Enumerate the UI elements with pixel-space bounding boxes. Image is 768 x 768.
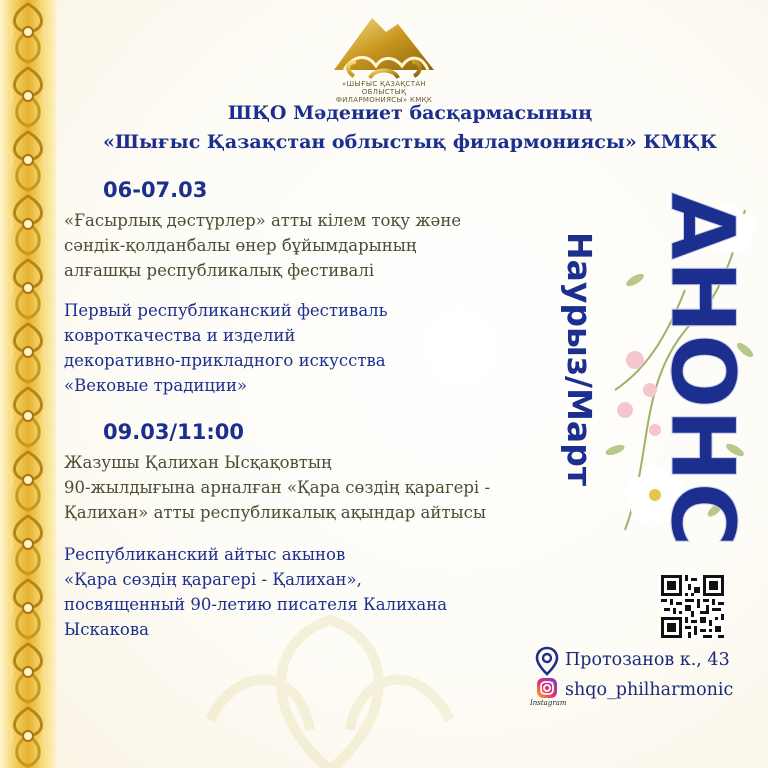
address-text: Протозанов к., 43 — [565, 650, 730, 670]
instagram-handle[interactable]: shqo_philharmonic — [565, 680, 734, 700]
logo-caption — [320, 80, 448, 104]
event-date: 06-07.03 — [103, 178, 208, 202]
text-line: Жазушы Қалихан Ысқақовтың — [64, 453, 332, 472]
text-line: Республиканский айтыс акынов — [64, 545, 346, 564]
month-title — [548, 230, 618, 570]
event-description-kaz — [64, 450, 490, 525]
text-line: «Қара сөздің қарагері - Қалихан», — [64, 570, 362, 589]
location-pin-icon — [535, 646, 559, 676]
instagram-icon[interactable] — [536, 677, 558, 699]
event-description-rus — [64, 542, 447, 642]
anons-text: АНОНС — [651, 192, 754, 547]
event-date: 09.03/11:00 — [103, 420, 244, 444]
text-line: сәндік-қолданбалы өнер бұйымдарының — [64, 236, 417, 255]
month-text: Наурыз/Март — [560, 232, 599, 486]
logo-caption-line: «ШЫҒЫС ҚАЗАҚСТАН ОБЛЫСТЫҚ — [342, 80, 426, 96]
text-line: Ыскакова — [64, 620, 149, 639]
text-line: ковроткачества и изделий — [64, 326, 296, 345]
text-line: декоративно-прикладного искусства — [64, 351, 386, 370]
text-line: алғашқы республикалық фестивалі — [64, 261, 375, 280]
event-description-rus — [64, 298, 388, 398]
text-line: «Вековые традиции» — [64, 376, 248, 395]
text-line: Первый республиканский фестиваль — [64, 301, 388, 320]
header-subtitle: «Шығыс Қазақстан облыстық филармониясы» КМҚК — [103, 131, 717, 153]
event-description-kaz — [64, 208, 461, 283]
instagram-caption: Instagram — [530, 699, 567, 707]
header-title: ШҚО Мәдениет басқармасының — [227, 102, 593, 124]
text-line: посвященный 90-летию писателя Калихана — [64, 595, 448, 614]
text-line: «Ғасырлық дәстүрлер» атты кілем тоқу және — [64, 211, 462, 230]
text-line: Қалихан» атты республикалық ақындар айтысы — [64, 503, 486, 522]
qr-code — [661, 575, 724, 638]
text-line: 90-жылдығына арналған «Қара сөздің қарагері - — [64, 478, 491, 497]
logo-caption-line: ФИЛАРМОНИЯСЫ» КМҚК — [335, 96, 433, 104]
anons-title — [618, 182, 758, 552]
